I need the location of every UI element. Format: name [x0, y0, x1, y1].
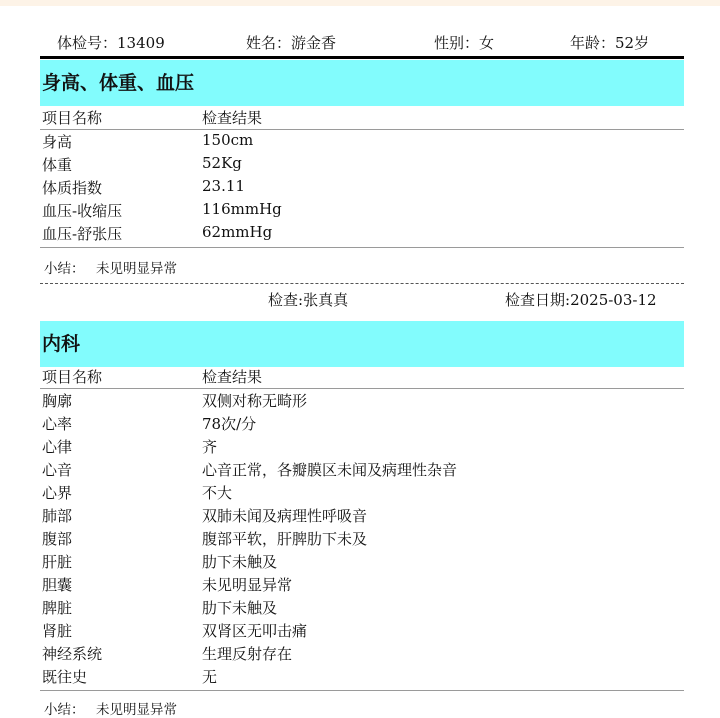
- row-item: 心界: [42, 484, 73, 502]
- dotted-divider: [40, 283, 684, 284]
- row-result: 52Kg: [202, 154, 242, 172]
- column-header-row: [40, 107, 684, 129]
- row-item: 心律: [42, 438, 73, 456]
- examiner: [268, 289, 348, 310]
- exam-date-value: 2025-03-12: [570, 291, 657, 309]
- table-row: [40, 413, 684, 436]
- patient-age-label: 年龄：: [570, 34, 616, 52]
- table-divider: [40, 388, 684, 389]
- table-row: [40, 505, 684, 528]
- row-item: 胆囊: [42, 576, 73, 594]
- row-result: 62mmHg: [202, 223, 273, 241]
- row-item: 血压-舒张压: [42, 225, 123, 243]
- table-row: [40, 551, 684, 574]
- table-row: [40, 666, 684, 689]
- section-summary: [44, 698, 177, 718]
- row-item: 心率: [42, 415, 73, 433]
- exam-number-label: 体检号：: [57, 34, 118, 52]
- table-row: [40, 200, 684, 223]
- exam-number: [57, 32, 165, 53]
- table-row: [40, 436, 684, 459]
- patient-name-label: 姓名：: [246, 34, 292, 52]
- row-item: 心音: [42, 461, 73, 479]
- table-divider: [40, 247, 684, 248]
- row-result: 78次/分: [202, 415, 257, 433]
- exam-date: [505, 289, 657, 310]
- row-result: 无: [202, 668, 218, 686]
- row-item: 腹部: [42, 530, 73, 548]
- table-row: [40, 223, 684, 246]
- summary-text: 未见明显异常: [96, 702, 177, 718]
- section-title-vitals: 身高、体重、血压: [40, 60, 684, 106]
- patient-gender-label: 性别：: [434, 34, 480, 52]
- row-result: 双侧对称无畸形: [202, 392, 308, 410]
- table-row: [40, 528, 684, 551]
- patient-age-value: 52岁: [615, 34, 650, 52]
- row-item: 脾脏: [42, 599, 73, 617]
- row-result: 齐: [202, 438, 218, 456]
- row-result: 双肺未闻及病理性呼吸音: [202, 507, 368, 525]
- summary-label: 小结：: [44, 261, 85, 277]
- summary-text: 未见明显异常: [96, 261, 177, 277]
- row-result: 150cm: [202, 131, 254, 149]
- header-divider: [40, 56, 684, 59]
- row-item: 既往史: [42, 668, 88, 686]
- row-result: 心音正常，各瓣膜区未闻及病理性杂音: [202, 461, 458, 479]
- row-item: 体重: [42, 156, 73, 174]
- summary-label: 小结：: [44, 702, 85, 718]
- row-item: 肺部: [42, 507, 73, 525]
- column-header-item: 项目名称: [42, 368, 103, 386]
- section-summary: [44, 257, 177, 277]
- row-result: 腹部平软，肝脾肋下未及: [202, 530, 368, 548]
- examiner-name: 张真真: [303, 291, 349, 309]
- row-item: 血压-收缩压: [42, 202, 123, 220]
- row-result: 未见明显异常: [202, 576, 293, 594]
- row-item: 神经系统: [42, 645, 103, 663]
- table-row: [40, 620, 684, 643]
- patient-header: [40, 22, 684, 56]
- table-row: [40, 643, 684, 666]
- row-result: 116mmHg: [202, 200, 282, 218]
- table-row: [40, 482, 684, 505]
- patient-gender-value: 女: [479, 34, 495, 52]
- table-row: [40, 177, 684, 200]
- exam-date-label: 检查日期:: [505, 291, 571, 309]
- column-header-result: 检查结果: [202, 109, 263, 127]
- column-header-row: [40, 366, 684, 388]
- patient-name-value: 游金香: [291, 34, 337, 52]
- table-row: [40, 597, 684, 620]
- row-item: 肾脏: [42, 622, 73, 640]
- table-divider: [40, 690, 684, 691]
- table-row: [40, 131, 684, 154]
- examiner-label: 检查:: [268, 291, 304, 309]
- page-top-strip: [0, 0, 720, 6]
- row-result: 双肾区无叩击痛: [202, 622, 308, 640]
- row-result: 23.11: [202, 177, 245, 195]
- row-result: 肋下未触及: [202, 599, 278, 617]
- table-row: [40, 459, 684, 482]
- patient-age: [570, 32, 649, 53]
- table-divider: [40, 129, 684, 130]
- row-item: 身高: [42, 133, 73, 151]
- patient-name: [246, 32, 336, 53]
- patient-gender: [434, 32, 494, 53]
- table-row: [40, 574, 684, 597]
- table-row: [40, 390, 684, 413]
- row-result: 肋下未触及: [202, 553, 278, 571]
- row-result: 不大: [202, 484, 233, 502]
- exam-number-value: 13409: [117, 34, 165, 52]
- section-title-internal-medicine: 内科: [40, 321, 684, 367]
- row-item: 体质指数: [42, 179, 103, 197]
- row-item: 肝脏: [42, 553, 73, 571]
- row-result: 生理反射存在: [202, 645, 293, 663]
- table-row: [40, 154, 684, 177]
- column-header-result: 检查结果: [202, 368, 263, 386]
- row-item: 胸廓: [42, 392, 73, 410]
- column-header-item: 项目名称: [42, 109, 103, 127]
